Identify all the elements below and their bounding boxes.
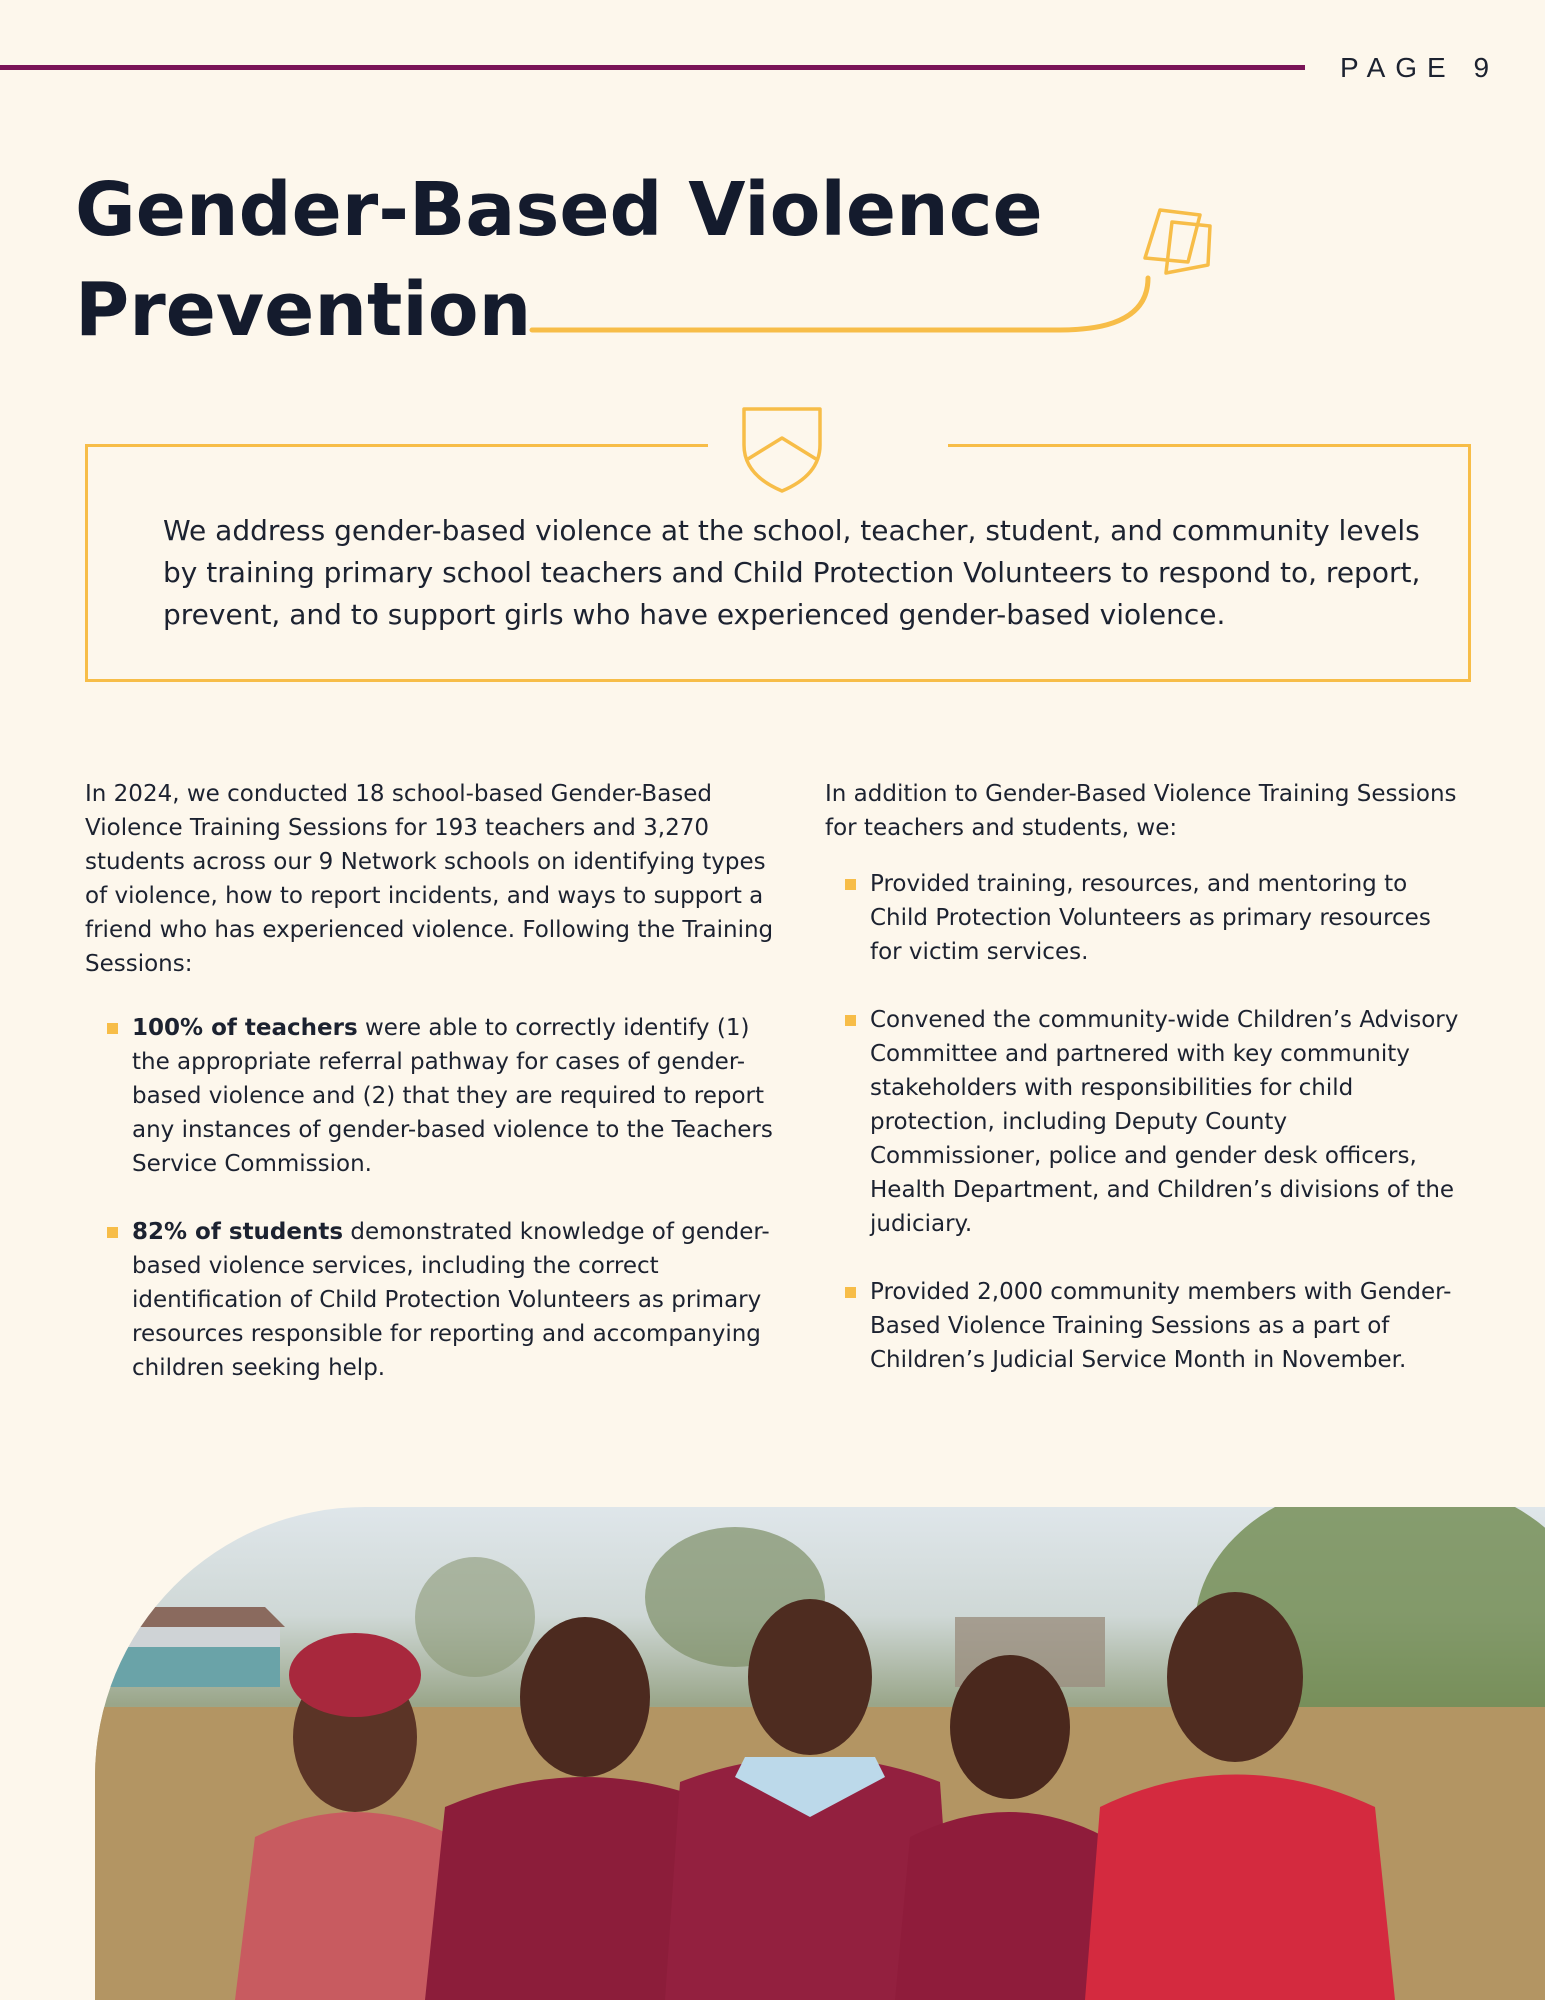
students-photo (95, 1507, 1545, 2000)
bullet-text: demonstrated knowledge of gender-based violence services, including the correct identification of Child Protection Volunteers as primary resources responsible for reporting and accompanying children seeking help. (132, 1219, 770, 1381)
header-rule (0, 65, 1305, 70)
bullet-text: Convened the community-wide Children’s Advisory Committee and partnered with key community stakeholders with responsibilities for child protection, including Deputy County Commissioner, police and gender desk officers, Health Department, and Children’s divisions of the judiciary. (870, 1007, 1459, 1237)
left-column (85, 777, 775, 1385)
title-underline-decoration (520, 200, 1220, 350)
bullet-text: were able to correctly identify (1) the appropriate referral pathway for cases of gender-based violence and (2) that they are required to report any instances of gender-based violence to the Teachers Service Commission. (132, 1015, 773, 1177)
right-column (825, 777, 1465, 1377)
page-number: PAGE 9 (1340, 52, 1500, 83)
list-item (85, 1215, 775, 1385)
bullet-square-icon (107, 1227, 118, 1238)
page-title-line-1: Gender-Based Violence (75, 167, 1043, 253)
bullet-square-icon (107, 1023, 118, 1034)
intro-text: We address gender-based violence at the school, teacher, student, and community levels by training primary school teachers and Child Protection Volunteers to respond to, report, prevent, and to support girls who have experienced gender-based violence. (163, 514, 1421, 631)
overlapping-squares-icon (1145, 210, 1210, 273)
students-photo-illustration (95, 1507, 1545, 2000)
right-bullet-list (825, 867, 1465, 1377)
list-item (825, 1275, 1465, 1377)
bullet-text: Provided 2,000 community members with Gender-Based Violence Training Sessions as a part of Children’s Judicial Service Month in November. (870, 1279, 1452, 1373)
list-item (825, 867, 1465, 969)
bullet-highlight: 100% of teachers (132, 1015, 358, 1041)
left-column-paragraph: In 2024, we conducted 18 school-based Gender-Based Violence Training Sessions for 193 teachers and 3,270 students across our 9 Network schools on identifying types of violence, how to report incidents, and ways to support a friend who has experienced violence. Following the Training Sessions: (85, 781, 774, 977)
list-item (85, 1011, 775, 1181)
shield-icon (740, 405, 824, 495)
bullet-square-icon (845, 879, 856, 890)
bullet-text: Provided training, resources, and mentoring to Child Protection Volunteers as primary resources for victim services. (870, 871, 1431, 965)
page-title-line-2: Prevention (75, 267, 532, 353)
list-item (825, 1003, 1465, 1241)
right-column-paragraph: In addition to Gender-Based Violence Training Sessions for teachers and students, we: (825, 781, 1457, 841)
bullet-square-icon (845, 1287, 856, 1298)
bullet-square-icon (845, 1015, 856, 1026)
bullet-highlight: 82% of students (132, 1219, 344, 1245)
left-bullet-list (85, 1011, 775, 1385)
